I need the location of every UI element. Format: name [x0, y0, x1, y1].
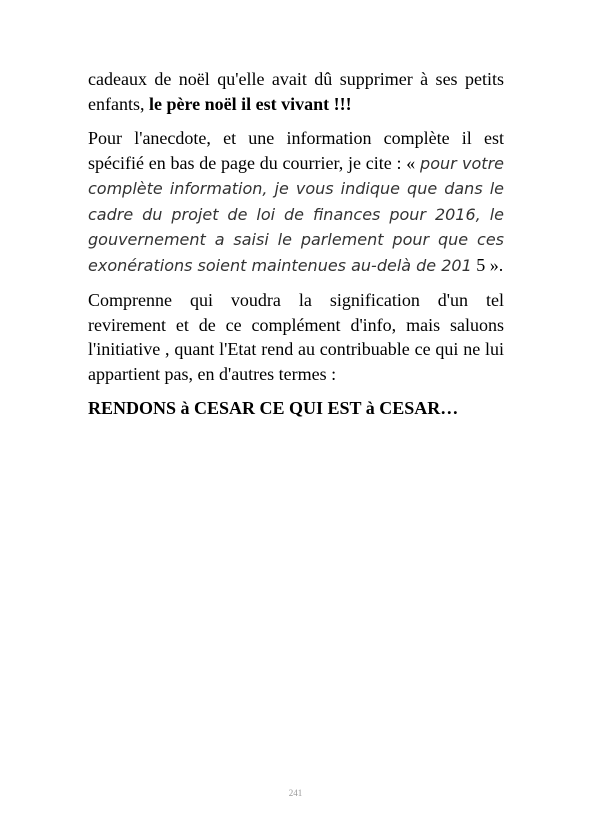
paragraph-2 [88, 126, 504, 278]
paragraph-1 [88, 67, 504, 116]
paragraph-2-quote: pour votre complète information, je vous indique que dans le cadre du projet de loi de finances pour 2016, le gouvernement a saisi le parlement pour que ces exonérations soient maintenues au-delà de 201 [88, 153, 504, 275]
paragraph-1-bold-text: le père noël il est vivant !!! [148, 93, 352, 114]
closing-heading: RENDONS à CESAR CE QUI EST à CESAR… [88, 398, 459, 418]
paragraph-2-text-end: 5 ». [471, 254, 504, 275]
paragraph-2-text: Pour l'anecdote, et une information complète il est spécifié en bas de page du courrier, je cite : « [88, 128, 504, 173]
page-body [88, 67, 504, 421]
paragraph-1-text: cadeaux de noël qu'elle avait dû supprimer à ses petits enfants, [88, 69, 504, 114]
page-number: 241 [288, 788, 303, 798]
paragraph-3: Comprenne qui voudra la signification d'un tel revirement et de ce complément d'info, mais saluons l'initiative , quant l'Etat rend au contribuable ce qui ne lui appartient pas, en d'autres termes : [88, 290, 504, 384]
